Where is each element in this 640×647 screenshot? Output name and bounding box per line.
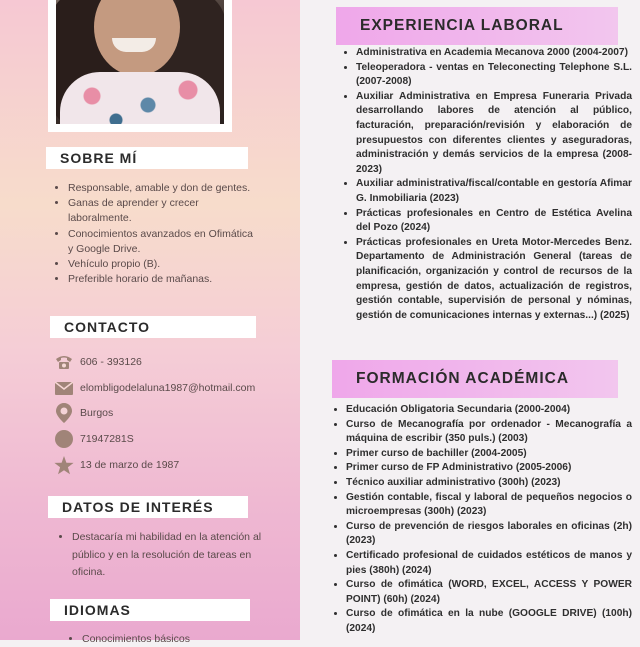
section-title-languages: IDIOMAS <box>50 599 250 621</box>
list-item: • Vehículo propio (B). <box>68 257 258 272</box>
section-title-about: SOBRE MÍ <box>46 147 248 169</box>
sidebar <box>0 0 300 645</box>
education-list <box>330 403 632 637</box>
list-item: • Certificado profesional de cuidados estéticos de manos y pies (380h) (2024) <box>346 549 632 578</box>
list-item: • Administrativa en Academia Mecanova 2000 (2004-2007) <box>356 46 632 61</box>
contact-birth <box>54 455 179 475</box>
list-item: • Curso de prevención de riesgos laborales en oficinas (2h) (2023) <box>346 520 632 549</box>
list-item: • Destacaría mi habilidad en la atención al público y en la resolución de tareas en oficina. <box>72 529 262 582</box>
list-item: • Prácticas profesionales en Centro de Estética Avelina del Pozo (2024) <box>356 207 632 236</box>
location-pin-icon <box>54 403 74 423</box>
city-text: Burgos <box>80 407 114 419</box>
contact-id <box>54 429 134 449</box>
list-item: • Conocimientos básicos <box>82 632 262 647</box>
list-item: • Primer curso de FP Administrativo (2005-2006) <box>346 461 632 476</box>
list-item: • Curso de ofimática (WORD, EXCEL, ACCESS Y POWER POINT) (60h) (2024) <box>346 578 632 607</box>
list-item: • Preferible horario de mañanas. <box>68 272 258 287</box>
birth-date: 13 de marzo de 1987 <box>80 459 180 471</box>
section-title-contact: CONTACTO <box>50 316 256 338</box>
interest-list <box>56 529 262 582</box>
profile-photo-frame <box>48 0 232 132</box>
about-list <box>52 181 258 287</box>
list-item: • Teleoperadora - ventas en Teleconecting Telephone S.L. (2007-2008) <box>356 61 632 90</box>
contact-city <box>54 403 113 423</box>
list-item: • Auxiliar administrativa/fiscal/contable en gestoría Afimar G. Inmobiliaria (2023) <box>356 177 632 206</box>
experience-list <box>340 46 632 323</box>
list-item: • Prácticas profesionales en Ureta Motor-Mercedes Benz. Departamento de Administración General (tareas de planificación, organización y control de recursos de la empresa, gestión de datos, actualización de registros, gestión contable, supervisión de personal y nóminas, gestión de comunicaciones internas y externas...) (2025) <box>356 236 632 324</box>
list-item: • Ganas de aprender y crecer laboralmente. <box>68 196 258 226</box>
contact-email <box>54 378 255 398</box>
section-title-experience: EXPERIENCIA LABORAL <box>336 7 618 45</box>
circle-icon <box>54 429 74 449</box>
list-item: • Técnico auxiliar administrativo (300h) (2023) <box>346 476 632 491</box>
profile-photo <box>56 0 224 124</box>
list-item: • Primer curso de bachiller (2004-2005) <box>346 447 632 462</box>
email-link[interactable]: elombligodelaluna1987@hotmail.com <box>80 382 256 394</box>
phone-icon <box>54 352 74 372</box>
section-title-education: FORMACIÓN ACADÉMICA <box>332 360 618 398</box>
list-item: • Educación Obligatoria Secundaria (2000-2004) <box>346 403 632 418</box>
envelope-icon <box>54 378 74 398</box>
id-number: 71947281S <box>80 433 134 445</box>
list-item: • Auxiliar Administrativa en Empresa Funeraria Privada desarrollando labores de atención al público, facturación, preparación/revisión y elaboración de presupuestos con diferentes clientes y aseguradoras, administración y demás servicios de la empresa (2008-2023) <box>356 90 632 178</box>
phone-number[interactable]: 606 - 393126 <box>80 356 142 368</box>
list-item: • Gestión contable, fiscal y laboral de pequeños negocios o microempresas (300h) (2023) <box>346 491 632 520</box>
section-title-interest: DATOS DE INTERÉS <box>48 496 248 518</box>
star-icon <box>54 455 74 475</box>
list-item: • Responsable, amable y don de gentes. <box>68 181 258 196</box>
list-item: • Curso de ofimática en la nube (GOOGLE DRIVE) (100h) (2024) <box>346 607 632 636</box>
list-item: • Curso de Mecanografía por ordenador - Mecanografía a máquina de escribir (350 puls.) (2003) <box>346 418 632 447</box>
list-item: • Conocimientos avanzados en Ofimática y Google Drive. <box>68 227 258 257</box>
contact-phone <box>54 352 142 372</box>
